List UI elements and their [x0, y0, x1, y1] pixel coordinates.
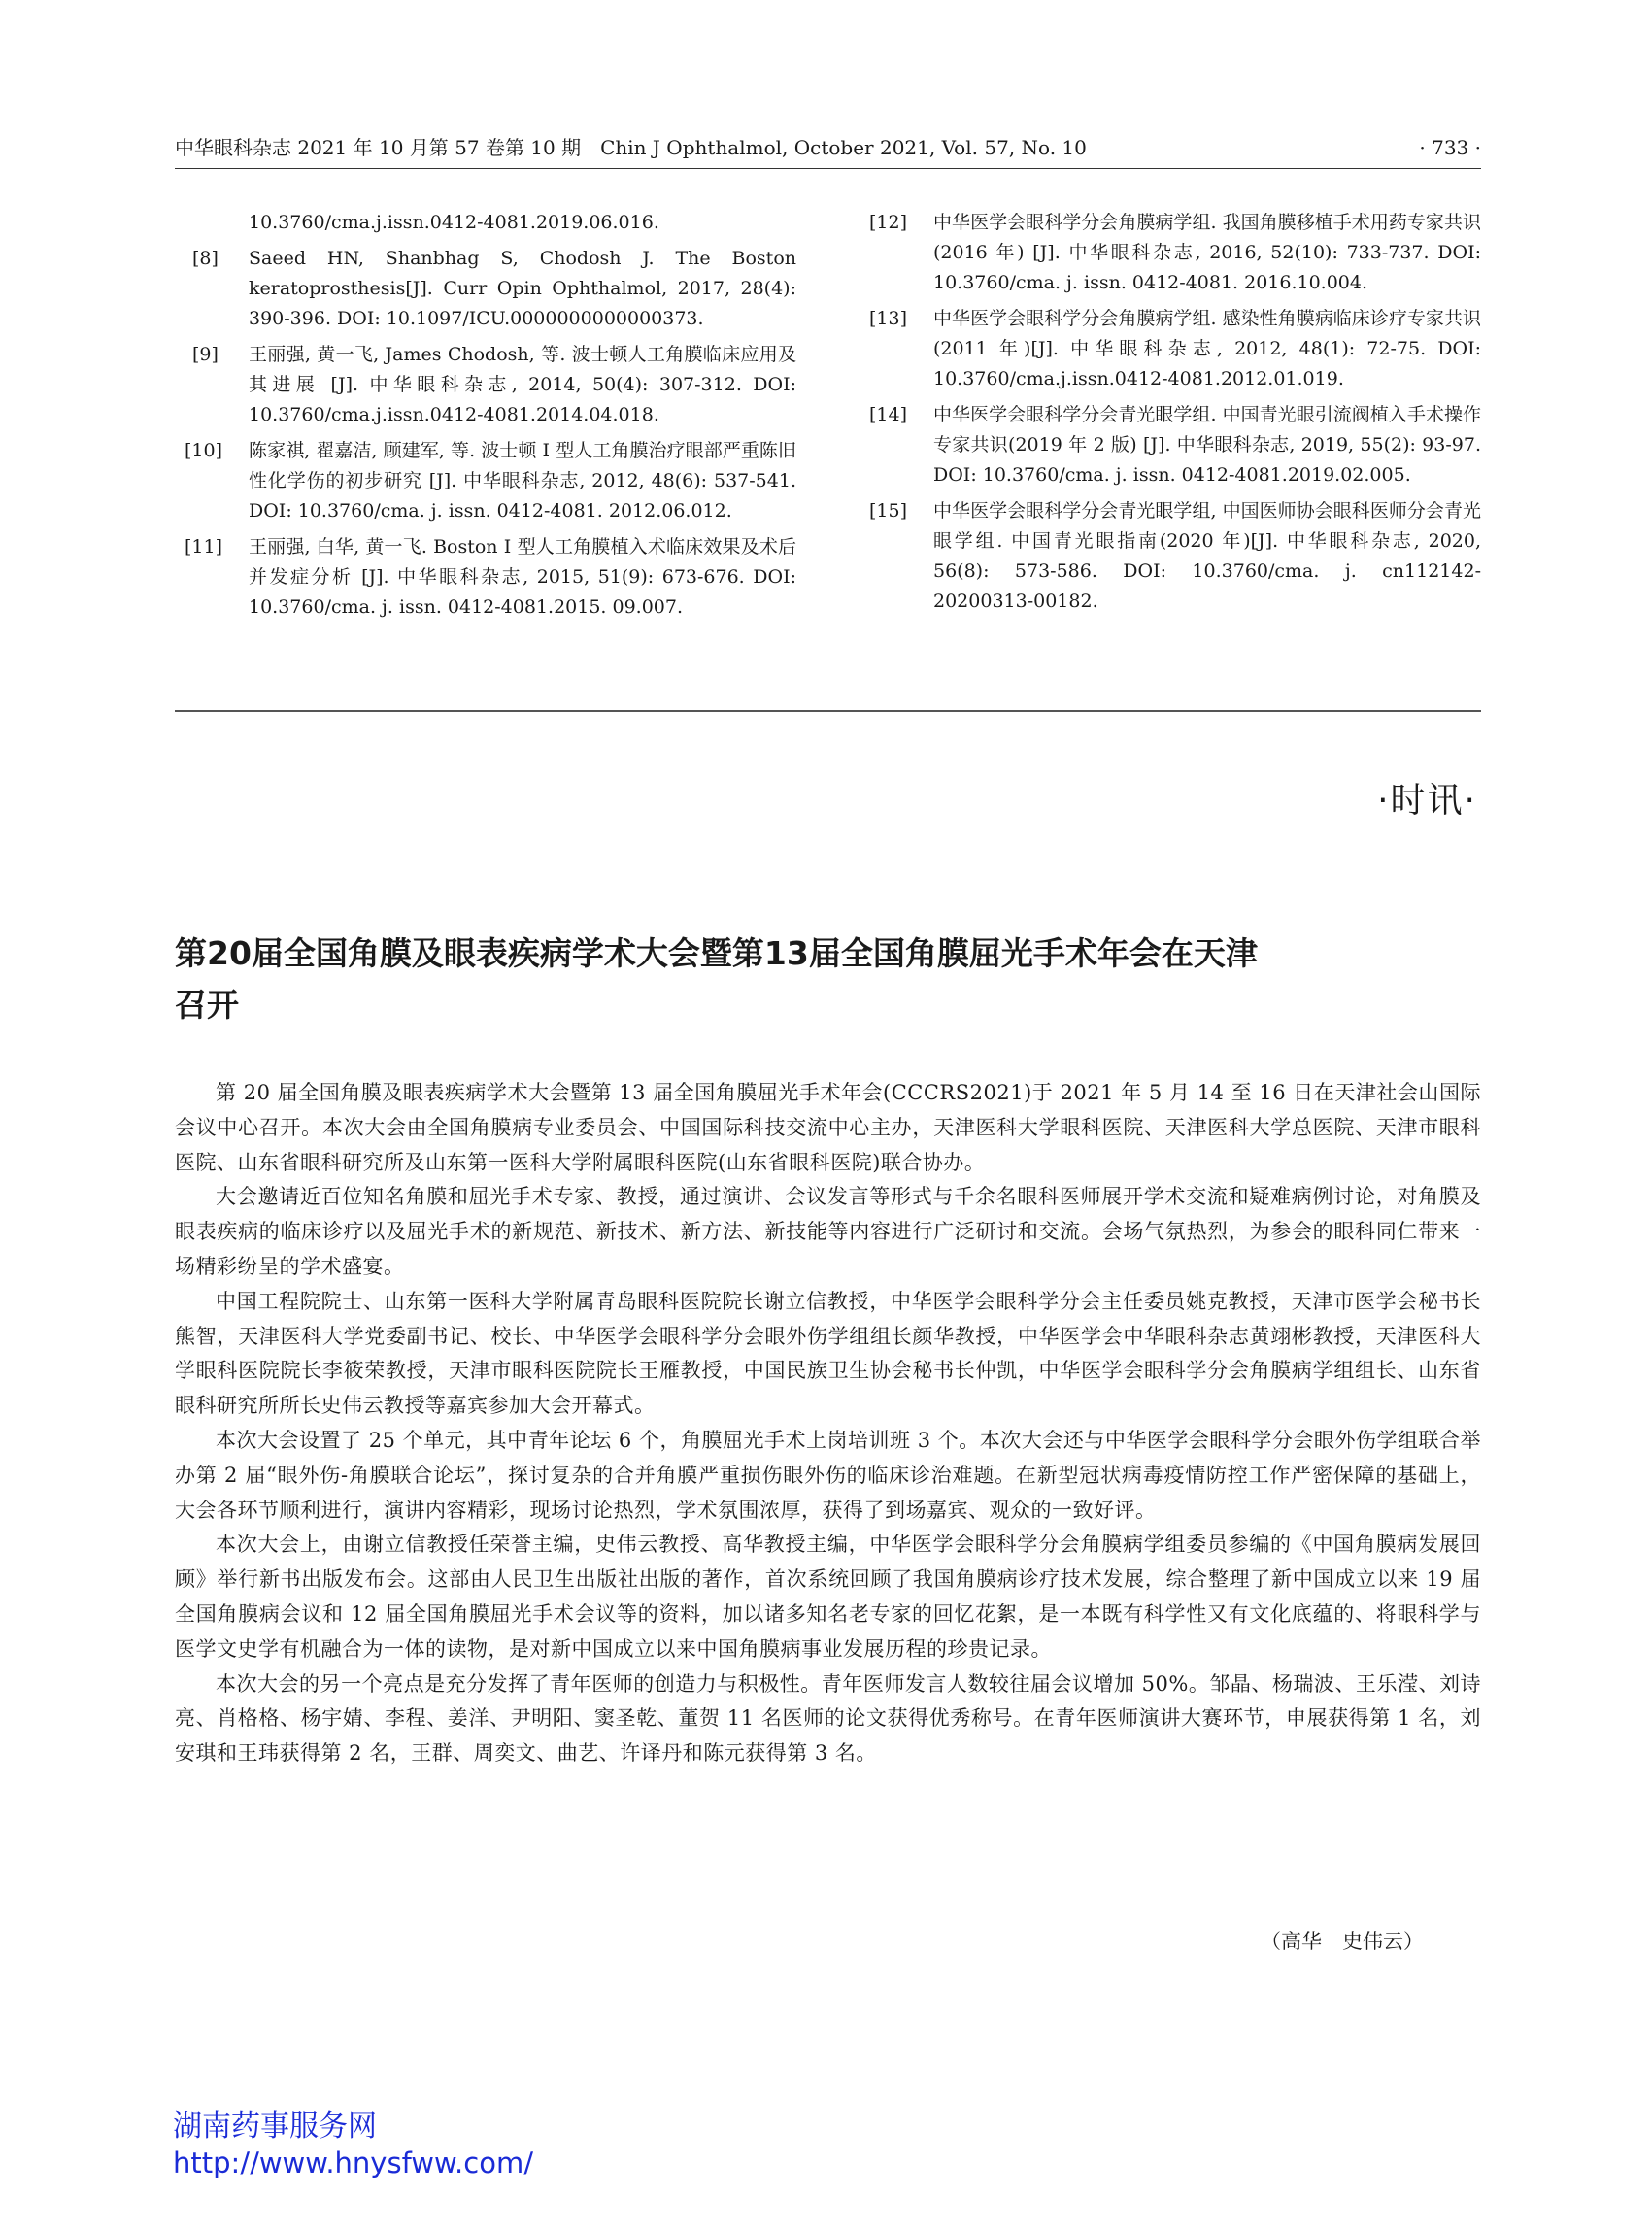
reference-number: [13] — [869, 308, 908, 329]
reference-number: [8] — [192, 248, 219, 269]
reference-item — [860, 400, 1481, 490]
article-title: 第20届全国角膜及眼表疾病学术大会暨第13届全国角膜屈光手术年会在天津召开 — [175, 934, 1258, 1024]
reference-text: 中华医学会眼科学分会青光眼学组, 中国医师协会眼科医师分会青光眼学组. 中国青光眼指南(2020 年)[J]. 中华眼科杂志, 2020, 56(8): 573-586. DOI: 10.3760/cma. j. cn112142-20200313-00182. — [933, 500, 1481, 612]
reference-number: [10] — [185, 440, 223, 461]
watermark-site-name: 湖南药事服务网 — [173, 2109, 377, 2143]
reference-number: [9] — [192, 344, 219, 365]
news-column-tag: ·时讯· — [1377, 781, 1477, 821]
reference-number: [14] — [869, 404, 908, 425]
article-paragraph: 中国工程院院士、山东第一医科大学附属青岛眼科医院院长谢立信教授，中华医学会眼科学分会主任委员姚克教授，天津市医学会秘书长熊智，天津医科大学党委副书记、校长、中华医学会眼科学分会眼外伤学组组长颜华教授，中华医学会中华眼科杂志黄翊彬教授，天津医科大学眼科医院院长李筱荣教授，天津市眼科医院院长王雁教授，中国民族卫生协会秘书长仲凯，中华医学会眼科学分会角膜病学组组长、山东省眼科研究所所长史伟云教授等嘉宾参加大会开幕式。 — [175, 1289, 1481, 1418]
reference-item — [860, 496, 1481, 617]
reference-number: [12] — [869, 212, 908, 233]
reference-item — [860, 208, 1481, 298]
reference-item — [175, 532, 796, 623]
article-body — [175, 1076, 1481, 1771]
reference-text: 中华医学会眼科学分会角膜病学组. 感染性角膜病临床诊疗专家共识(2011 年)[J]. 中华眼科杂志, 2012, 48(1): 72-75. DOI: 10.3760/cma.j.issn.0412-4081.2012.01.019. — [933, 308, 1481, 389]
reference-item — [175, 208, 796, 238]
reference-item — [175, 340, 796, 430]
journal-citation: 中华眼科杂志 2021 年 10 月第 57 卷第 10 期 Chin J Ophthalmol, October 2021, Vol. 57, No. 10 — [175, 136, 1087, 159]
reference-item — [860, 304, 1481, 394]
reference-text: 10.3760/cma.j.issn.0412-4081.2019.06.016. — [249, 212, 659, 233]
header-divider — [175, 168, 1481, 169]
section-divider — [175, 710, 1481, 712]
running-header — [175, 133, 1481, 162]
reference-text: 王丽强, 白华, 黄一飞. Boston Ⅰ 型人工角膜植入术临床效果及术后并发症分析 [J]. 中华眼科杂志, 2015, 51(9): 673-676. DOI: 10.3760/cma. j. issn. 0412-4081.2015. 09.007. — [249, 536, 796, 618]
reference-text: Saeed HN, Shanbhag S, Chodosh J. The Boston keratoprosthesis[J]. Curr Opin Ophthalmol, 2017, 28(4): 390-396. DOI: 10.1097/ICU.0000000000000373. — [249, 248, 796, 329]
reference-text: 陈家祺, 翟嘉洁, 顾建军, 等. 波士顿 Ⅰ 型人工角膜治疗眼部严重陈旧性化学伤的初步研究 [J]. 中华眼科杂志, 2012, 48(6): 537-541. DOI: 10.3760/cma. j. issn. 0412-4081. 2012.06.012. — [249, 440, 796, 522]
article-paragraph: 第 20 届全国角膜及眼表疾病学术大会暨第 13 届全国角膜屈光手术年会(CCCRS2021)于 2021 年 5 月 14 至 16 日在天津社会山国际会议中心召开。本次大会由全国角膜病专业委员会、中国国际科技交流中心主办，天津医科大学眼科医院、天津医科大学总医院、天津市眼科医院、山东省眼科研究所及山东第一医科大学附属眼科医院(山东省眼科医院)联合协办。 — [175, 1081, 1481, 1174]
site-watermark — [173, 2108, 533, 2180]
reference-item — [175, 436, 796, 526]
page-number: · 733 · — [1419, 136, 1481, 159]
article-paragraph: 大会邀请近百位知名角膜和屈光手术专家、教授，通过演讲、会议发言等形式与千余名眼科医师展开学术交流和疑难病例讨论，对角膜及眼表疾病的临床诊疗以及屈光手术的新规范、新技术、新方法、新技能等内容进行广泛研讨和交流。会场气氛热烈，为参会的眼科同仁带来一场精彩纷呈的学术盛宴。 — [175, 1185, 1481, 1278]
watermark-url[interactable]: http://www.hnysfww.com/ — [173, 2146, 533, 2179]
article-paragraph: 本次大会设置了 25 个单元，其中青年论坛 6 个，角膜屈光手术上岗培训班 3 个。本次大会还与中华医学会眼科学分会眼外伤学组联合举办第 2 届“眼外伤-角膜联合论坛”，探讨复杂的合并角膜严重损伤眼外伤的临床诊治难题。在新型冠状病毒疫情防控工作严密保障的基础上，大会各环节顺利进行，演讲内容精彩，现场讨论热烈，学术氛围浓厚，获得了到场嘉宾、观众的一致好评。 — [175, 1428, 1481, 1522]
reference-number: [11] — [185, 536, 223, 557]
reference-text: 王丽强, 黄一飞, James Chodosh, 等. 波士顿人工角膜临床应用及其进展 [J]. 中华眼科杂志, 2014, 50(4): 307-312. DOI: 10.3760/cma.j.issn.0412-4081.2014.04.018. — [249, 344, 796, 425]
reference-item — [175, 244, 796, 334]
article-paragraph: 本次大会的另一个亮点是充分发挥了青年医师的创造力与积极性。青年医师发言人数较往届会议增加 50%。邹晶、杨瑞波、王乐滢、刘诗亮、肖格格、杨宇婧、李程、姜洋、尹明阳、窦圣乾、董贺 11 名医师的论文获得优秀称号。在青年医师演讲大赛环节，申展获得第 1 名，刘安琪和王玮获得第 2 名，王群、周奕文、曲艺、许译丹和陈元获得第 3 名。 — [175, 1671, 1481, 1766]
reference-text: 中华医学会眼科学分会青光眼学组. 中国青光眼引流阀植入手术操作专家共识(2019 年 2 版) [J]. 中华眼科杂志, 2019, 55(2): 93-97. DOI: 10.3760/cma. j. issn. 0412-4081.2019.02.005. — [933, 404, 1481, 486]
article-paragraph: 本次大会上，由谢立信教授任荣誉主编，史伟云教授、高华教授主编，中华医学会眼科学分会角膜病学组委员参编的《中国角膜病发展回顾》举行新书出版发布会。这部由人民卫生出版社出版的著作，首次系统回顾了我国角膜病诊疗技术发展，综合整理了新中国成立以来 19 届全国角膜病会议和 12 届全国角膜屈光手术会议等的资料，加以诸多知名老专家的回忆花絮，是一本既有科学性又有文化底蕴的、将眼科学与医学文史学有机融合为一体的读物，是对新中国成立以来中国角膜病事业发展历程的珍贵记录。 — [175, 1533, 1481, 1661]
reference-list-left — [175, 208, 796, 628]
reference-text: 中华医学会眼科学分会角膜病学组. 我国角膜移植手术用药专家共识(2016 年) [J]. 中华眼科杂志, 2016, 52(10): 733-737. DOI: 10.3760/cma. j. issn. 0412-4081. 2016.10.004. — [933, 212, 1481, 293]
reference-number: [15] — [869, 500, 908, 522]
reference-list-right — [860, 208, 1481, 623]
author-byline: （高华 史伟云） — [1261, 1930, 1424, 1953]
